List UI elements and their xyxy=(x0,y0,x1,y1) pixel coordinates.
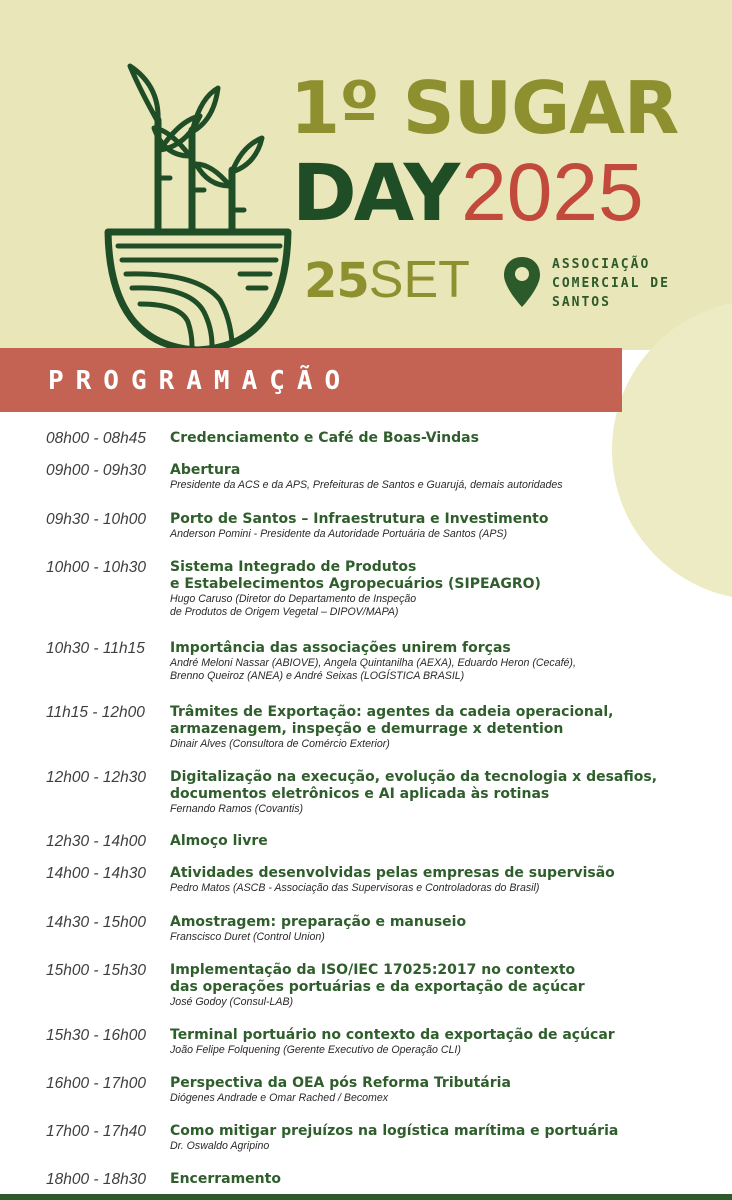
program-title: Sistema Integrado de Produtos xyxy=(170,559,417,575)
program-title: das operações portuárias e da exportação de açúcar xyxy=(170,979,585,995)
program-title: Almoço livre xyxy=(170,833,268,849)
program-title: Digitalização na execução, evolução da tecnologia x desafios, xyxy=(170,769,658,785)
footer-divider xyxy=(0,1194,732,1200)
event-title-line2 xyxy=(292,148,644,239)
program-title: documentos eletrônicos e AI aplicada às rotinas xyxy=(170,786,550,802)
program-title: Trâmites de Exportação: agentes da cadeia operacional, xyxy=(170,704,614,720)
program-speaker: de Produtos de Origem Vegetal – DIPOV/MAPA) xyxy=(170,606,399,618)
venue-line: SANTOS xyxy=(552,295,611,310)
venue-line: ASSOCIAÇÃO xyxy=(552,257,651,272)
program-speaker: Franscisco Duret (Control Union) xyxy=(170,931,325,943)
program-time: 15h00 - 15h30 xyxy=(46,962,146,979)
program-time: 08h00 - 08h45 xyxy=(46,430,146,447)
program-title: Como mitigar prejuízos na logística marítima e portuária xyxy=(170,1123,619,1139)
program-time: 11h15 - 12h00 xyxy=(46,704,145,721)
program-time: 18h00 - 18h30 xyxy=(46,1171,146,1188)
program-banner-label: PROGRAMAÇÃO xyxy=(48,366,353,396)
program-time: 15h30 - 16h00 xyxy=(46,1027,146,1044)
program-speaker: Anderson Pomini - Presidente da Autoridade Portuária de Santos (APS) xyxy=(170,528,508,540)
program-title: Terminal portuário no contexto da exportação de açúcar xyxy=(170,1027,615,1043)
program-time: 10h30 - 11h15 xyxy=(46,640,145,657)
event-venue xyxy=(552,255,732,312)
program-time: 14h00 - 14h30 xyxy=(46,865,146,882)
event-title-line1: 1º SUGAR xyxy=(290,66,679,150)
event-header xyxy=(0,0,732,350)
event-title-day: DAY xyxy=(292,149,458,239)
program-speaker: André Meloni Nassar (ABIOVE), Angela Quintanilha (AEXA), Eduardo Heron (Cecafé), xyxy=(170,657,576,669)
program-speaker: Dinair Alves (Consultora de Comércio Exterior) xyxy=(170,738,390,750)
program-time: 17h00 - 17h40 xyxy=(46,1123,146,1140)
program-speaker: Brenno Queiroz (ANEA) e André Seixas (LOGÍSTICA BRASIL) xyxy=(170,670,465,682)
program-title: Amostragem: preparação e manuseio xyxy=(170,914,467,930)
program-speaker: Hugo Caruso (Diretor do Departamento de Inspeção xyxy=(170,593,417,605)
program-title: Atividades desenvolvidas pelas empresas de supervisão xyxy=(170,865,615,881)
program-speaker: Pedro Matos (ASCB - Associação das Supervisoras e Controladoras do Brasil) xyxy=(170,882,540,894)
program-speaker: Dr. Oswaldo Agripino xyxy=(170,1140,270,1152)
program-time: 09h00 - 09h30 xyxy=(46,462,146,479)
program-time: 10h00 - 10h30 xyxy=(46,559,146,576)
program-title: armazenagem, inspeção e demurrage x detention xyxy=(170,721,564,737)
program-time: 09h30 - 10h00 xyxy=(46,511,146,528)
program-speaker: Presidente da ACS e da APS, Prefeituras de Santos e Guarujá, demais autoridades xyxy=(170,479,563,491)
program-title: Encerramento xyxy=(170,1171,281,1187)
program-time: 16h00 - 17h00 xyxy=(46,1075,146,1092)
program-title: Importância das associações unirem forças xyxy=(170,640,511,656)
program-time: 14h30 - 15h00 xyxy=(46,914,146,931)
program-title: e Estabelecimentos Agropecuários (SIPEAGRO) xyxy=(170,576,541,592)
program-title: Perspectiva da OEA pós Reforma Tributária xyxy=(170,1075,511,1091)
program-speaker: José Godoy (Consul-LAB) xyxy=(170,996,294,1008)
program-speaker: Fernando Ramos (Covantis) xyxy=(170,803,304,815)
event-date-day: 25 xyxy=(304,253,369,309)
program-speaker: Diógenes Andrade e Omar Rached / Becomex xyxy=(170,1092,389,1104)
program-time: 12h00 - 12h30 xyxy=(46,769,146,786)
event-date xyxy=(304,250,470,323)
program-title: Credenciamento e Café de Boas-Vindas xyxy=(170,430,479,446)
program-title: Implementação da ISO/IEC 17025:2017 no contexto xyxy=(170,962,576,978)
event-date-month: SET xyxy=(368,251,470,309)
program-title: Abertura xyxy=(170,462,241,478)
event-year: 2025 xyxy=(461,147,644,238)
program-speaker: João Felipe Folquening (Gerente Executivo de Operação CLI) xyxy=(170,1044,461,1056)
sugarcane-logo-icon xyxy=(100,60,300,350)
location-pin-icon xyxy=(502,255,542,309)
venue-line: COMERCIAL DE xyxy=(552,276,670,291)
program-time: 12h30 - 14h00 xyxy=(46,833,146,850)
program-title: Porto de Santos – Infraestrutura e Investimento xyxy=(170,511,549,527)
